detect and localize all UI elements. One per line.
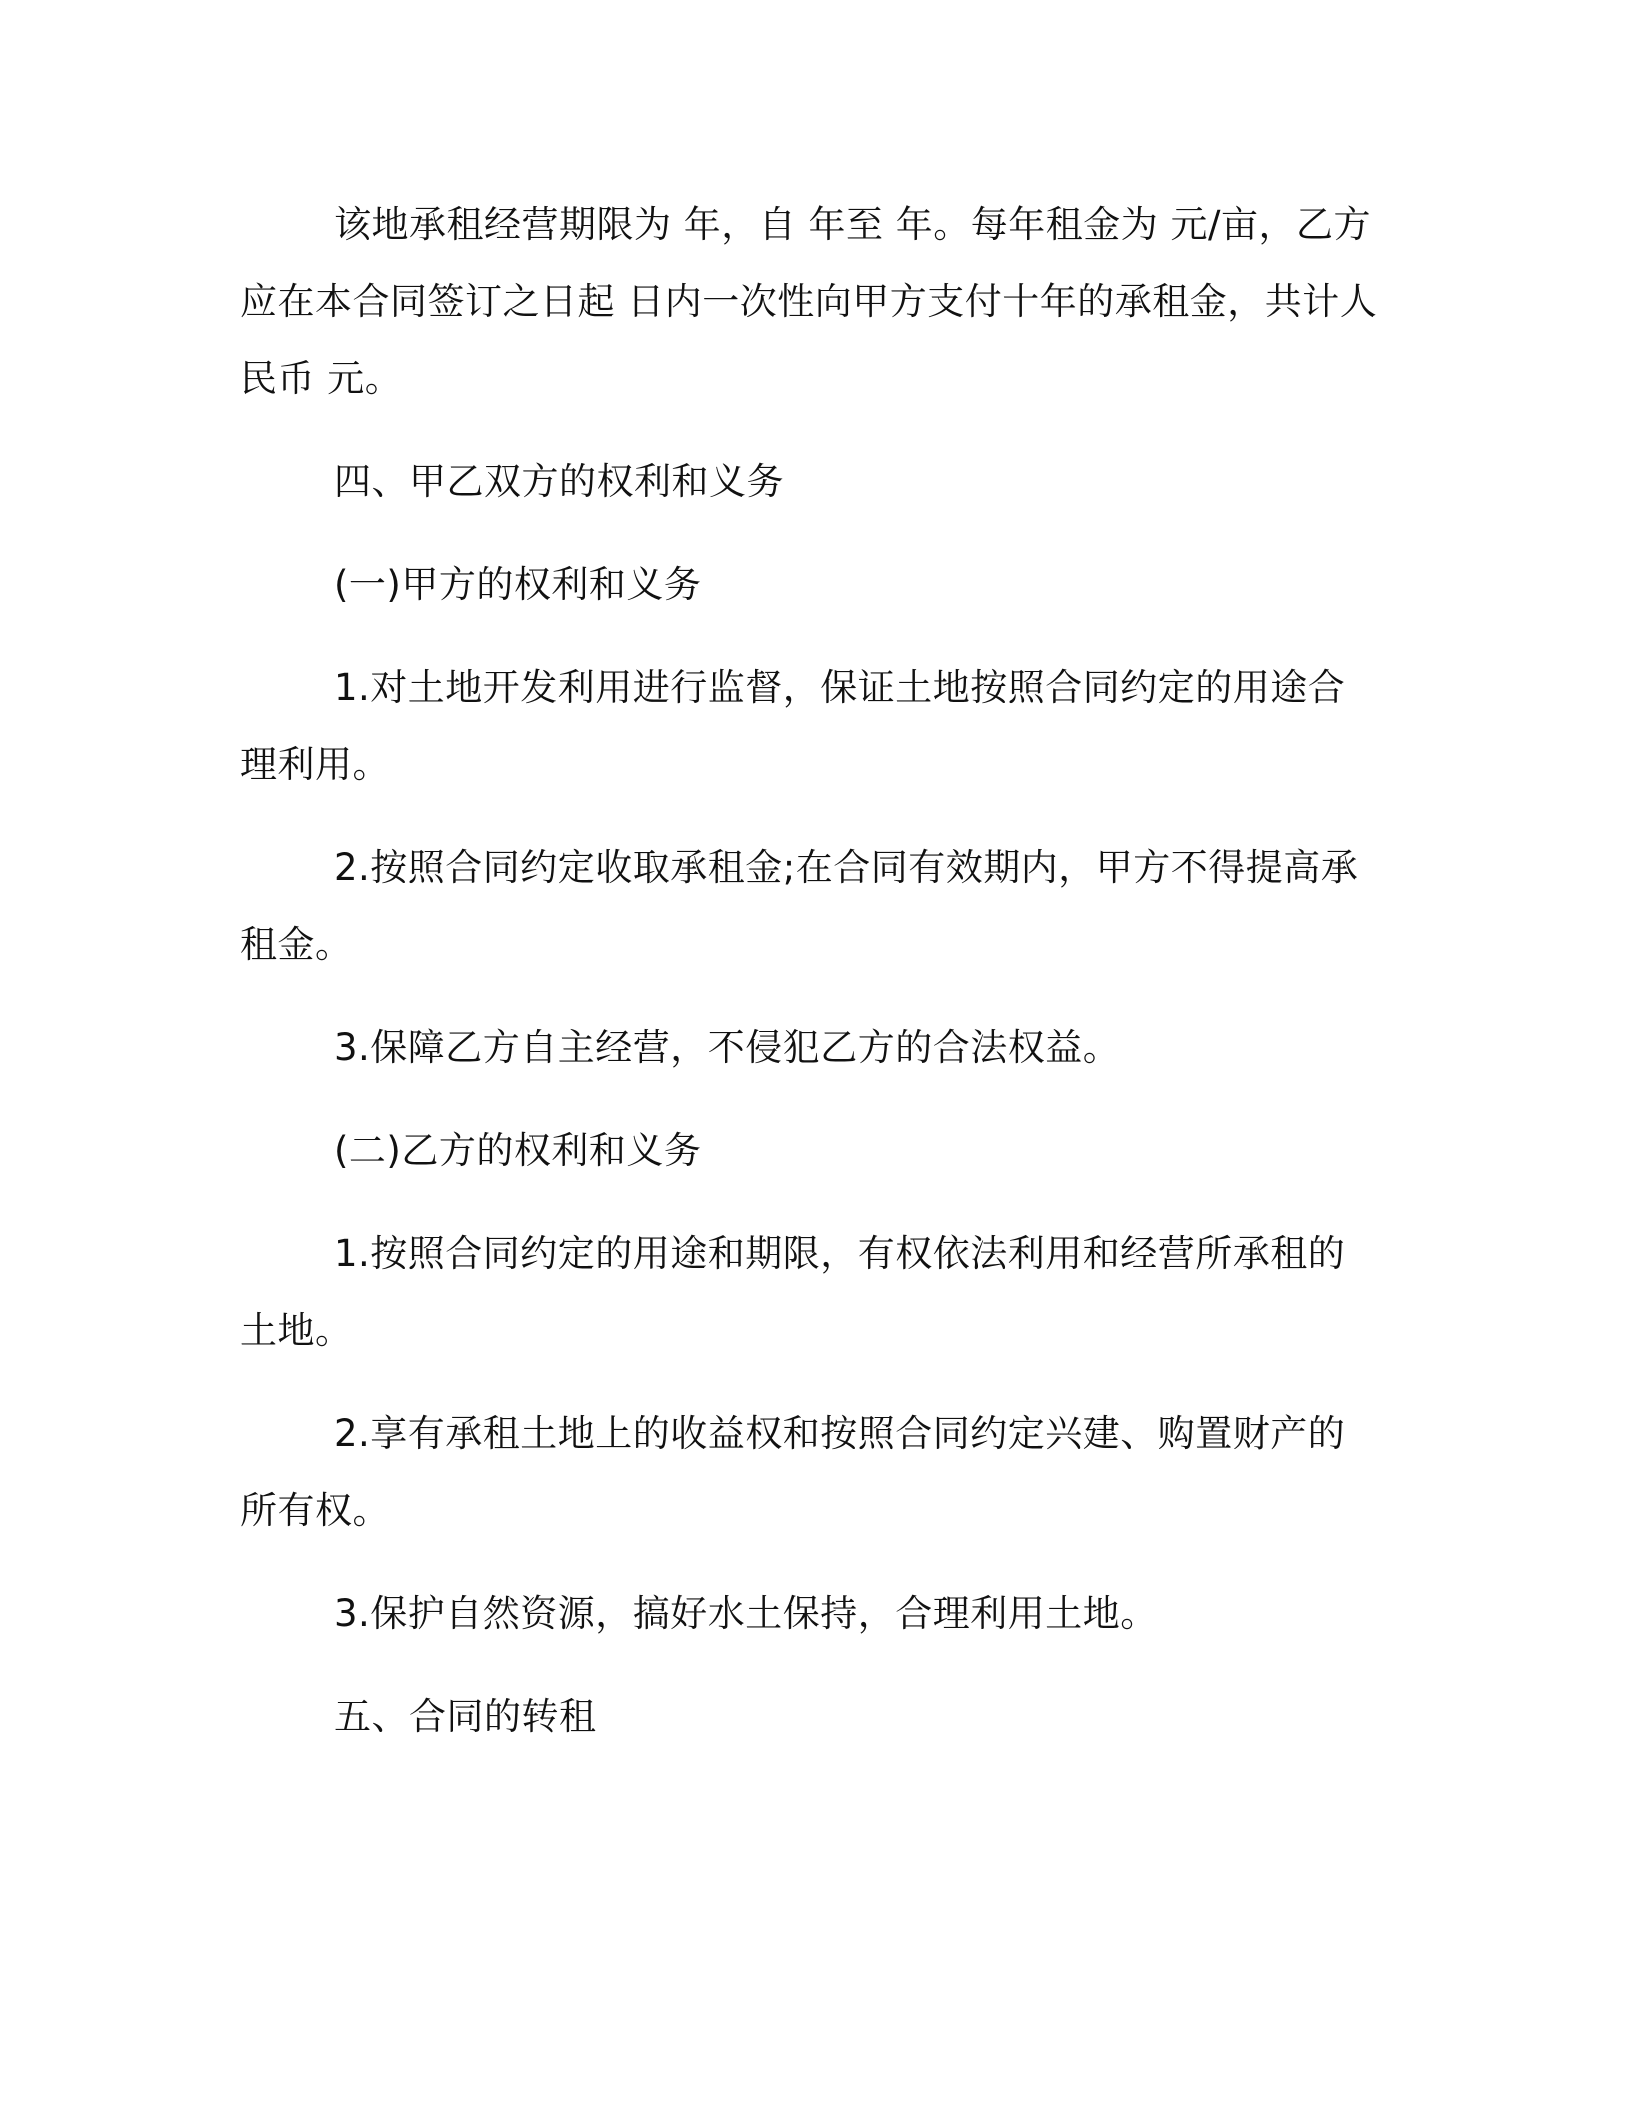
- paragraph-party-a-1: 1.对土地开发利用进行监督，保证土地按照合同约定的用途合理利用。: [240, 666, 1346, 786]
- subheading-party-a: (一)甲方的权利和义务: [334, 563, 702, 606]
- paragraph-party-a-3: 3.保障乙方自主经营，不侵犯乙方的合法权益。: [334, 1026, 1121, 1069]
- document-body: [240, 186, 1380, 1781]
- heading-section-5: 五、合同的转租: [334, 1695, 597, 1738]
- paragraph-party-b-1: 1.按照合同约定的用途和期限，有权依法利用和经营所承租的土地。: [240, 1232, 1346, 1352]
- heading-section-4: 四、甲乙双方的权利和义务: [334, 460, 784, 503]
- paragraph-party-b-3: 3.保护自然资源，搞好水土保持，合理利用土地。: [334, 1592, 1158, 1635]
- paragraph-party-b-2: 2.享有承租土地上的收益权和按照合同约定兴建、购置财产的所有权。: [240, 1412, 1346, 1532]
- subheading-party-b: (二)乙方的权利和义务: [334, 1129, 702, 1172]
- paragraph-party-a-2: 2.按照合同约定收取承租金;在合同有效期内，甲方不得提高承租金。: [240, 846, 1359, 966]
- paragraph-lease-term: 该地承租经营期限为 年，自 年至 年。每年租金为 元/亩，乙方应在本合同签订之日起 日内一次性向甲方支付十年的承租金，共计人民币 元。: [240, 203, 1378, 400]
